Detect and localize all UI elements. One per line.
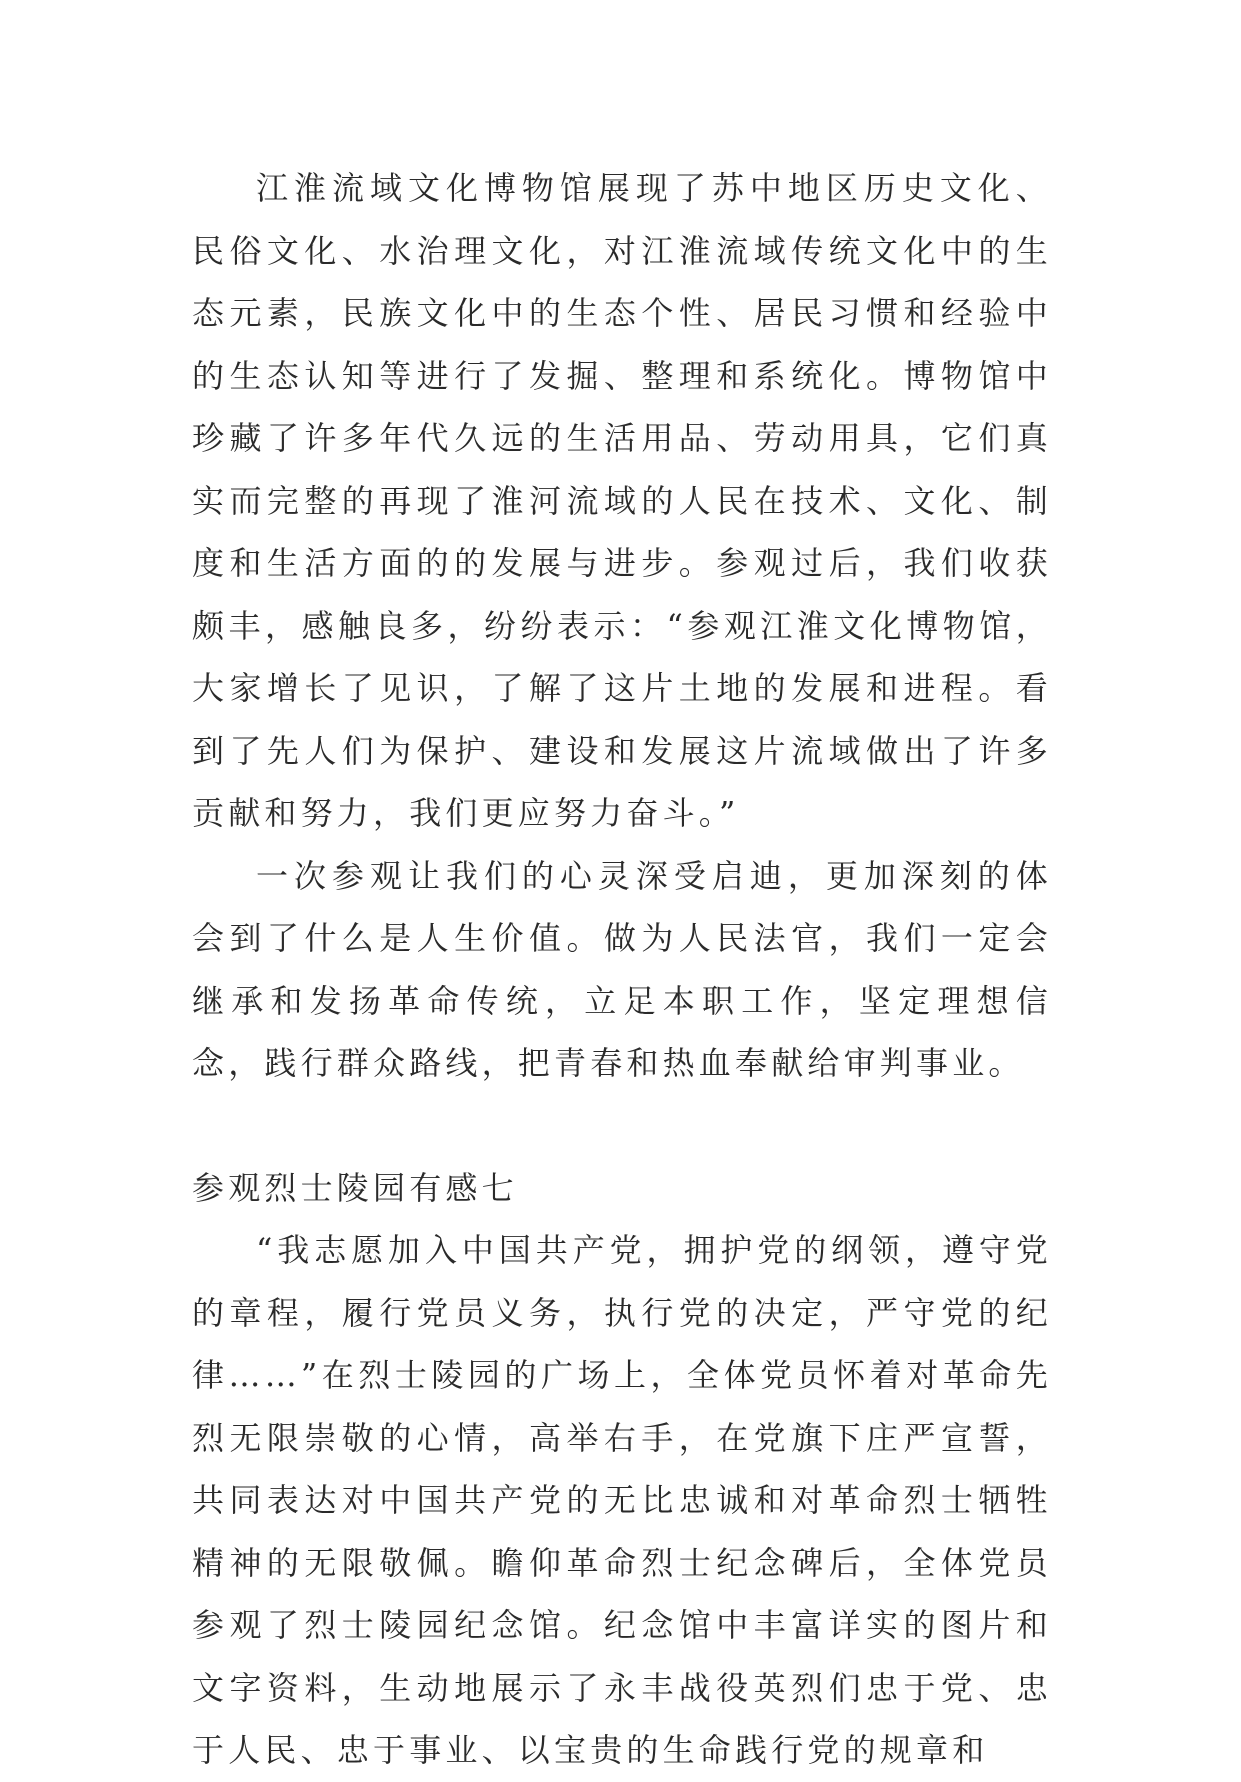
- paragraph-reflection: 一次参观让我们的心灵深受启迪，更加深刻的体会到了什么是人生价值。做为人民法官，我们一定会继承和发扬革命传统，立足本职工作，坚定理想信念，践行群众路线，把青春和热血奉献给审判事业。: [192, 856, 1052, 1082]
- paragraph-oath: “我志愿加入中国共产党，拥护党的纲领，遵守党的章程，履行党员义务，执行党的决定，严守党的纪律……”在烈士陵园的广场上，全体党员怀着对革命先烈无限崇敬的心情，高举右手，在党旗下庄严宣誓，共同表达对中国共产党的无比忠诚和对革命烈士牺牲精神的无限敬佩。瞻仰革命烈士纪念碑后，全体党员参观了烈士陵园纪念馆。纪念馆中丰富详实的图片和文字资料，生动地展示了永丰战役英烈们忠于党、忠于人民、忠于事业、以宝贵的生命践行党的规章和: [192, 1231, 1052, 1769]
- section-title: 参观烈士陵园有感七: [192, 1168, 518, 1207]
- document-body: [192, 157, 1052, 1782]
- paragraph-museum-visit: 江淮流域文化博物馆展现了苏中地区历史文化、民俗文化、水治理文化，对江淮流域传统文化中的生态元素，民族文化中的生态个性、居民习惯和经验中的生态认知等进行了发掘、整理和系统化。博物馆中珍藏了许多年代久远的生活用品、劳动用具，它们真实而完整的再现了淮河流域的人民在技术、文化、制度和生活方面的的发展与进步。参观过后，我们收获颇丰，感触良多，纷纷表示：“参观江淮文化博物馆，大家增长了见识，了解了这片土地的发展和进程。看到了先人们为保护、建设和发展这片流域做出了许多贡献和努力，我们更应努力奋斗。”: [192, 169, 1052, 832]
